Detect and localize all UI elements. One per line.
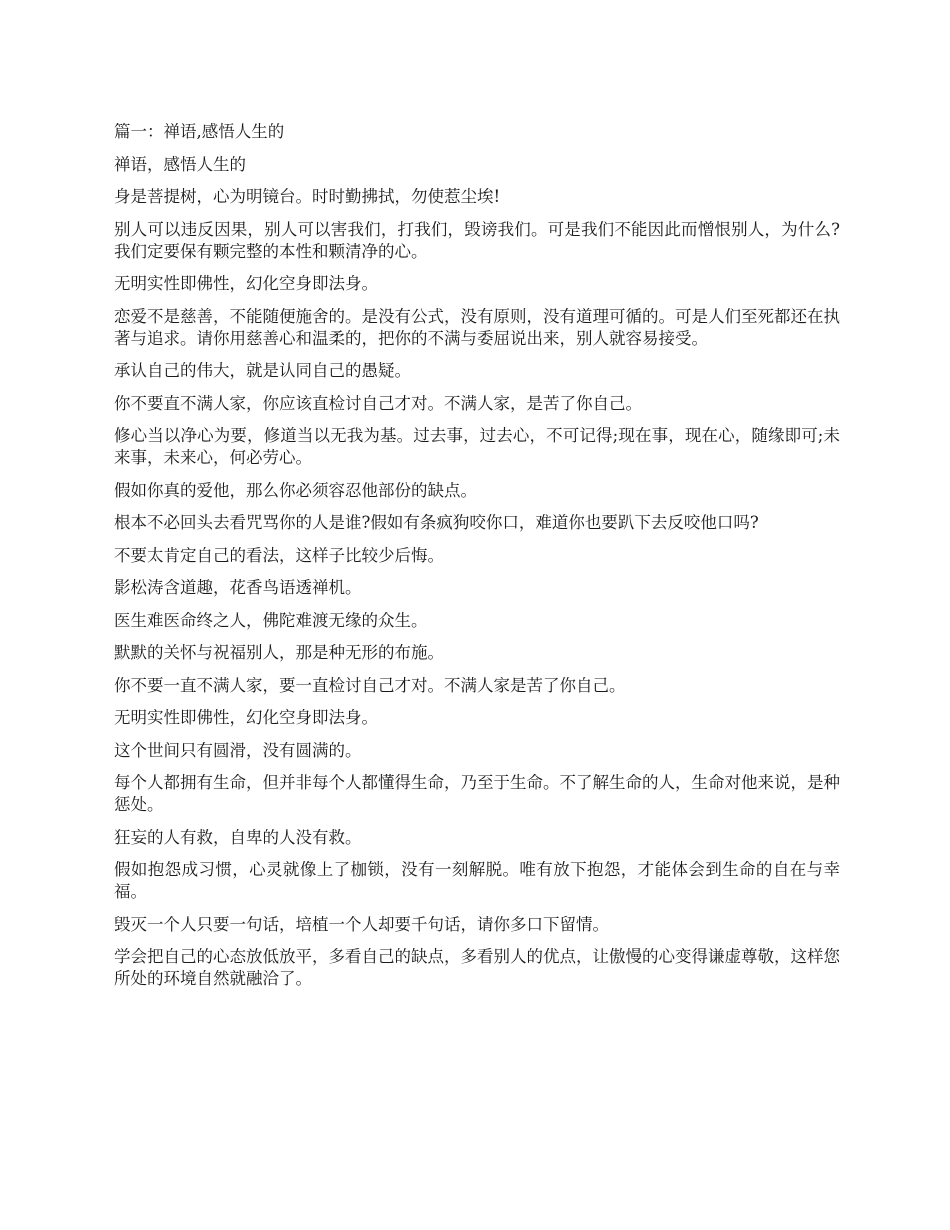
paragraph: 假如你真的爱他，那么你必须容忍他部份的缺点。 (114, 480, 477, 500)
paragraph: 你不要直不满人家，你应该直检讨自己才对。不满人家，是苦了你自己。 (114, 393, 642, 413)
paragraph: 恋爱不是慈善，不能随便施舍的。是没有公式，没有原则，没有道理可循的。可是人们至死都还在执著与追求。请你用慈善心和温柔的，把你的不满与委屈说出来，别人就容易接受。 (114, 306, 840, 348)
paragraph: 学会把自己的心态放低放平，多看自己的缺点，多看别人的优点，让傲慢的心变得谦虚尊敬，这样您所处的环境自然就融洽了。 (114, 947, 840, 988)
paragraph: 假如抱怨成习惯，心灵就像上了枷锁，没有一刻解脱。唯有放下抱怨，才能体会到生命的自在与幸福。 (114, 860, 840, 901)
paragraph: 狂妄的人有救，自卑的人没有救。 (114, 827, 362, 847)
paragraph: 这个世间只有圆滑，没有圆满的。 (114, 740, 362, 760)
paragraph: 不要太肯定自己的看法，这样子比较少后悔。 (114, 545, 444, 565)
paragraph: 每个人都拥有生命，但并非每个人都懂得生命，乃至于生命。不了解生命的人，生命对他来说，是种惩处。 (114, 773, 840, 814)
document-heading: 篇一：禅语,感悟人生的 (114, 122, 285, 141)
paragraph: 身是菩提树，心为明镜台。时时勤拂拭，勿使惹尘埃! (114, 187, 501, 206)
paragraph: 无明实性即佛性，幻化空身即法身。 (114, 708, 378, 727)
paragraph: 承认自己的伟大，就是认同自己的愚疑。 (114, 361, 411, 380)
paragraph: 医生难医命终之人，佛陀难渡无缘的众生。 (114, 610, 428, 630)
document-subheading: 禅语，感悟人生的 (114, 154, 246, 174)
paragraph: 毁灭一个人只要一句话，培植一个人却要千句话，请你多口下留情。 (114, 914, 609, 934)
paragraph: 默默的关怀与祝福别人，那是种无形的布施。 (114, 643, 444, 662)
paragraph: 别人可以违反因果，别人可以害我们，打我们，毁谤我们。可是我们不能因此而憎恨别人，为什么?我们定要保有颗完整的本性和颗清净的心。 (114, 219, 840, 261)
document-page (114, 121, 840, 1001)
paragraph: 无明实性即佛性，幻化空身即法身。 (114, 274, 378, 293)
paragraph: 根本不必回头去看咒骂你的人是谁?假如有条疯狗咬你口，难道你也要趴下去反咬他口吗? (114, 513, 759, 532)
paragraph: 你不要一直不满人家，要一直检讨自己才对。不满人家是苦了你自己。 (114, 675, 626, 695)
paragraph: 修心当以净心为要，修道当以无我为基。过去事，过去心，不可记得;现在事，现在心，随缘即可;未来事，未来心，何必劳心。 (114, 426, 840, 467)
paragraph: 影松涛含道趣，花香鸟语透禅机。 (114, 578, 362, 597)
